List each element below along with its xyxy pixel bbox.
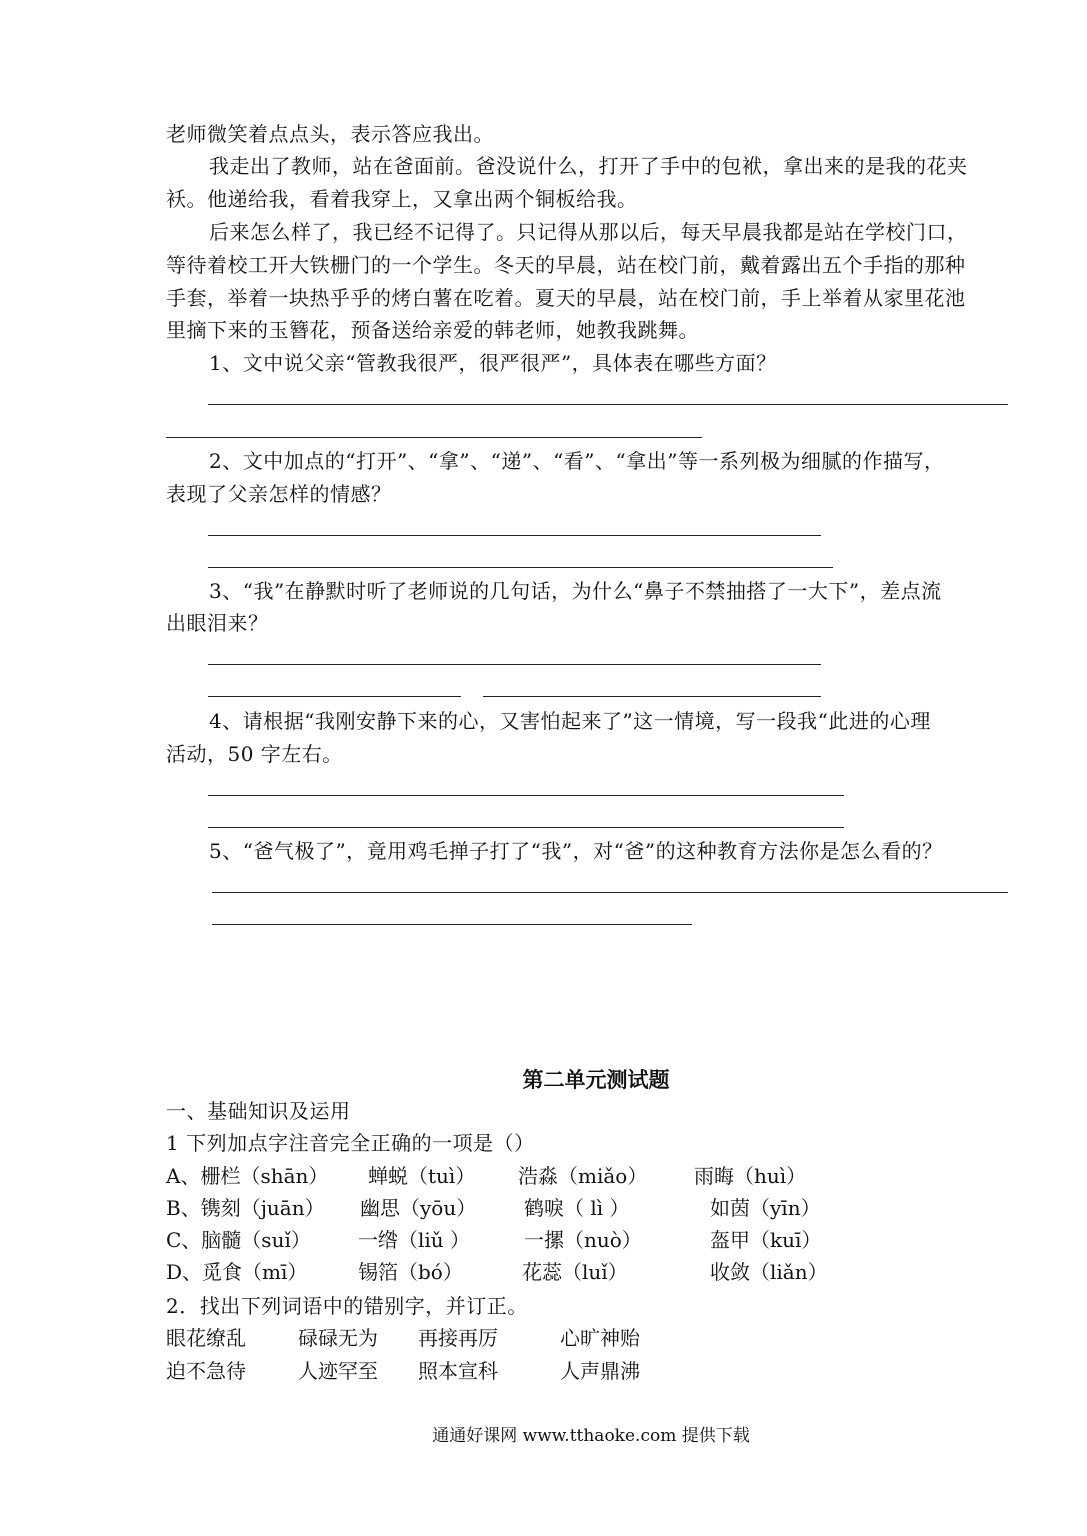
answer-line[interactable] <box>208 827 844 828</box>
page-footer: 通通好课网 www.tthaoke.com 提供下载 <box>432 1426 750 1446</box>
option-d-item: 花蕊（luǐ） <box>522 1260 628 1284</box>
option-a-item: 浩淼（miǎo） <box>518 1164 648 1188</box>
answer-line[interactable] <box>483 696 821 697</box>
question-4: 4、请根据“我刚安静下来的心，又害怕起来了”这一情境，写一段我“此进的心理 <box>209 709 931 733</box>
question-prompt: 1 下列加点字注音完全正确的一项是（） <box>166 1131 535 1155</box>
answer-line[interactable] <box>212 892 1008 893</box>
word-item: 迫不急待 <box>166 1359 246 1383</box>
word-item: 照本宣科 <box>418 1359 498 1383</box>
question-3-cont: 出眼泪来？ <box>166 611 269 635</box>
option-a-item: 雨晦（huì） <box>694 1164 807 1188</box>
option-a: A、栅栏（shān） <box>166 1164 329 1188</box>
option-d-item: 锡箔（bó） <box>358 1260 463 1284</box>
option-c: C、脑髓（suǐ） <box>166 1228 311 1252</box>
question-prompt: 2．找出下列词语中的错别字，并订正。 <box>166 1294 528 1318</box>
option-c-item: 盔甲（kuī） <box>710 1228 822 1252</box>
word-item: 再接再厉 <box>418 1326 498 1350</box>
option-b-item: 如茵（yīn） <box>710 1196 821 1220</box>
passage-line: 等待着校工开大铁栅门的一个学生。冬天的早晨，站在校门前，戴着露出五个手指的那种 <box>166 253 966 277</box>
option-d: D、觅食（mī） <box>166 1260 308 1284</box>
question-2-cont: 表现了父亲怎样的情感？ <box>166 482 392 506</box>
option-d-item: 收敛（liǎn） <box>710 1260 828 1284</box>
option-b-item: 幽思（yōu） <box>360 1196 477 1220</box>
passage-line: 后来怎么样了，我已经不记得了。只记得从那以后，每天早晨我都是站在学校门口， <box>209 220 968 244</box>
question-4-cont: 活动，50 字左右。 <box>166 742 343 766</box>
answer-line[interactable] <box>208 535 821 536</box>
passage-line: 袄。他递给我，看着我穿上，又拿出两个铜板给我。 <box>166 187 638 211</box>
question-2: 2、文中加点的“打开”、“拿”、“递”、“看”、“拿出”等一系列极为细腻的作描写， <box>209 449 945 473</box>
passage-line: 里摘下来的玉簪花，预备送给亲爱的韩老师，她教我跳舞。 <box>166 318 699 342</box>
word-item: 人声鼎沸 <box>560 1359 640 1383</box>
option-c-item: 一摞（nuò） <box>524 1228 642 1252</box>
section-heading: 一、基础知识及运用 <box>166 1099 351 1123</box>
word-item: 碌碌无为 <box>298 1326 378 1350</box>
word-item: 人迹罕至 <box>298 1359 378 1383</box>
answer-line[interactable] <box>212 924 692 925</box>
word-item: 心旷神贻 <box>560 1326 640 1350</box>
question-1: 1、文中说父亲“管教我很严，很严很严”，具体表在哪些方面？ <box>209 351 777 375</box>
answer-line[interactable] <box>208 795 844 796</box>
option-b: B、镌刻（juān） <box>166 1196 325 1220</box>
word-item: 眼花缭乱 <box>166 1326 246 1350</box>
answer-line[interactable] <box>208 404 1008 405</box>
option-a-item: 蝉蜕（tuì） <box>368 1164 476 1188</box>
passage-line: 老师微笑着点点头，表示答应我出。 <box>166 122 494 146</box>
question-5: 5、“爸气极了”，竟用鸡毛掸子打了“我”，对“爸”的这种教育方法你是怎么看的？ <box>209 839 943 863</box>
passage-line: 我走出了教师，站在爸面前。爸没说什么，打开了手中的包袱，拿出来的是我的花夹 <box>209 154 968 178</box>
option-c-item: 一绺（liǔ ） <box>358 1228 471 1252</box>
answer-line[interactable] <box>208 664 821 665</box>
question-3: 3、“我”在静默时听了老师说的几句话，为什么“鼻子不禁抽搭了一大下”，差点流 <box>209 579 942 603</box>
passage-line: 手套，举着一块热乎乎的烤白薯在吃着。夏天的早晨，站在校门前，手上举着从家里花池 <box>166 286 966 310</box>
answer-line[interactable] <box>166 437 702 438</box>
answer-line[interactable] <box>208 696 461 697</box>
answer-line[interactable] <box>208 567 833 568</box>
unit-title: 第二单元测试题 <box>522 1067 670 1092</box>
option-b-item: 鹤唳（ lì ） <box>524 1196 630 1220</box>
